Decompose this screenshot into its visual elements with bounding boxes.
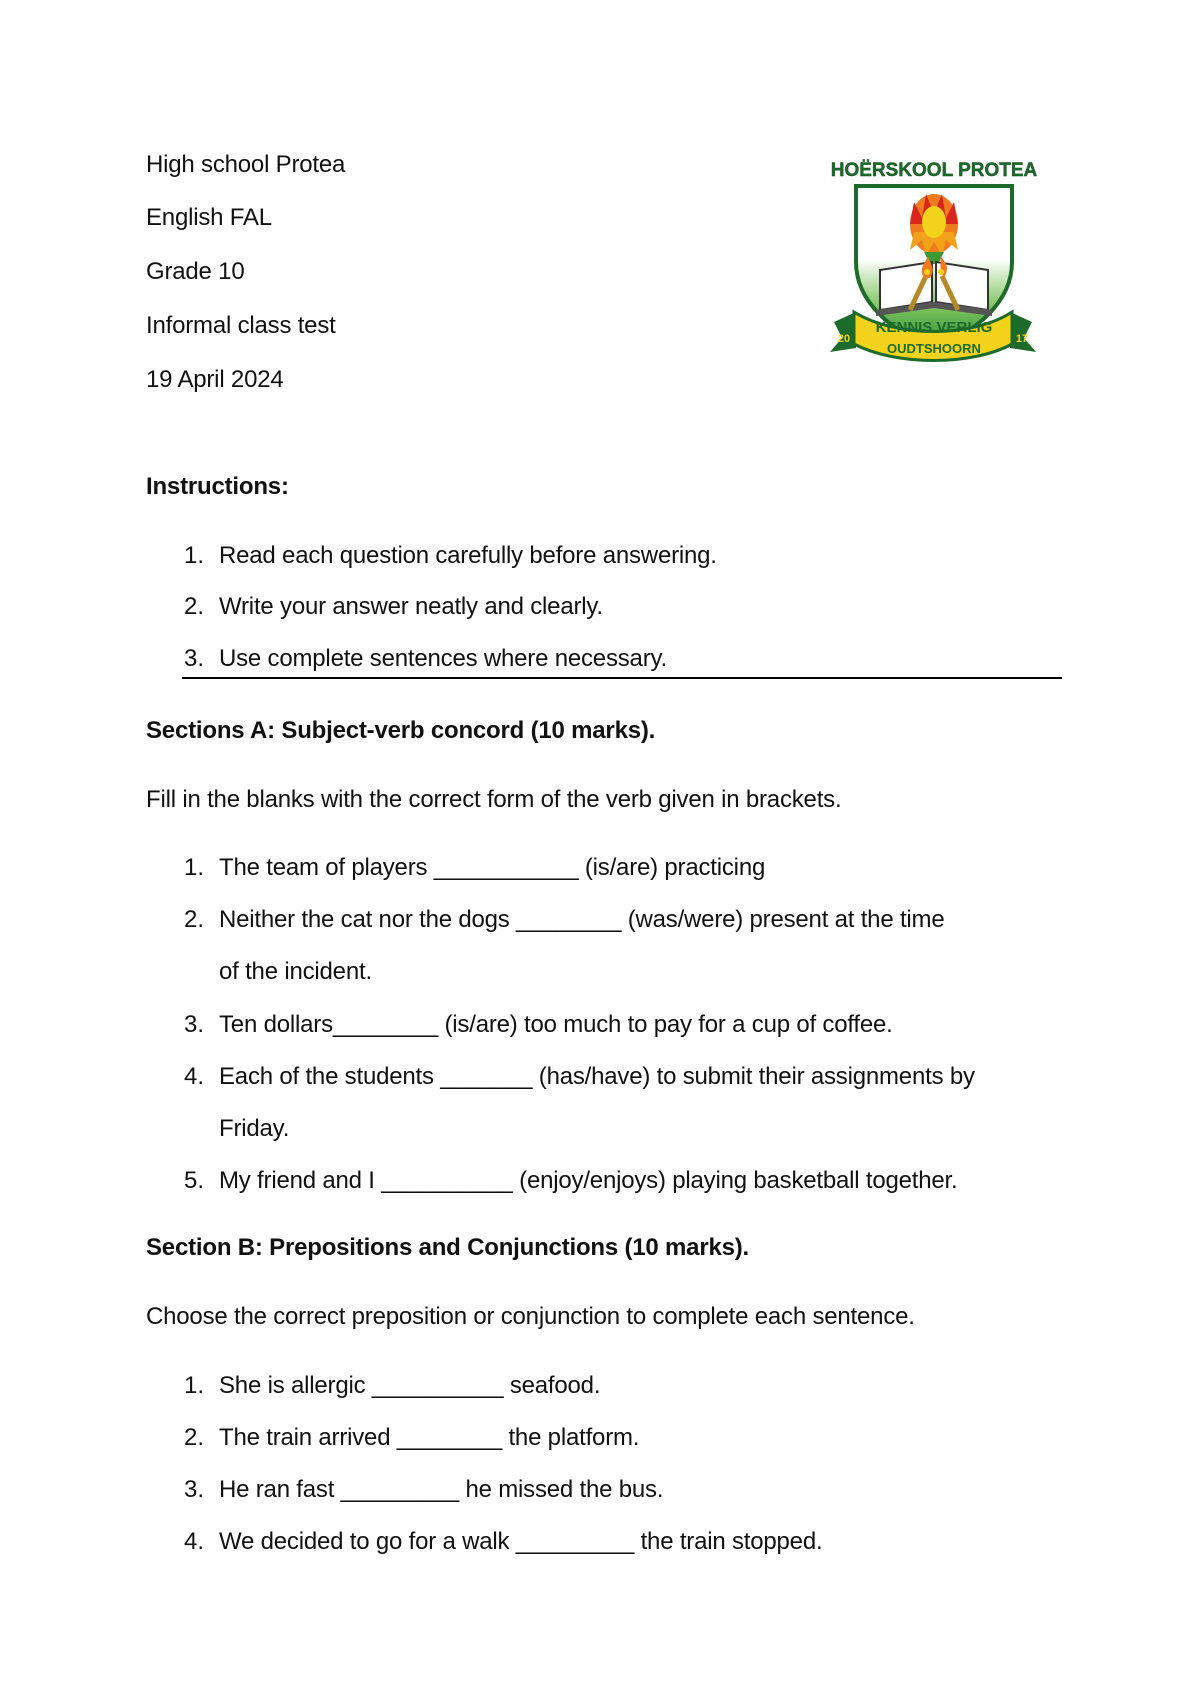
- crest-year-right: 17: [1015, 333, 1029, 345]
- instructions-heading: Instructions:: [146, 473, 289, 500]
- question-line: He ran fast _________ he missed the bus.: [219, 1476, 664, 1503]
- school-crest-icon: [826, 152, 1040, 368]
- question-line: She is allergic __________ seafood.: [219, 1372, 601, 1399]
- question-line: Each of the students _______ (has/have) to submit their assignments by: [219, 1063, 975, 1090]
- question-line: The team of players ___________ (is/are) practicing: [219, 854, 766, 881]
- section-b-prompt: Choose the correct preposition or conjunction to complete each sentence.: [146, 1303, 915, 1330]
- question-number: 1.: [183, 854, 204, 881]
- question-number: 4.: [183, 1528, 204, 1555]
- question-line: Friday.: [219, 1115, 290, 1142]
- crest-year-left: 20: [837, 333, 851, 345]
- question-line: of the incident.: [219, 958, 372, 985]
- test-date: 19 April 2024: [146, 366, 284, 393]
- question-line: My friend and I __________ (enjoy/enjoys) playing basketball together.: [219, 1167, 958, 1194]
- instruction-number: 2.: [183, 593, 204, 620]
- crest-top-text: HOËRSKOOL PROTEA: [830, 160, 1038, 181]
- question-number: 2.: [183, 906, 204, 933]
- question-line: We decided to go for a walk _________ the train stopped.: [219, 1528, 823, 1555]
- question-number: 3.: [183, 1011, 204, 1038]
- question-number: 3.: [183, 1476, 204, 1503]
- section-a-prompt: Fill in the blanks with the correct form of the verb given in brackets.: [146, 786, 842, 813]
- question-number: 5.: [183, 1167, 204, 1194]
- question-line: The train arrived ________ the platform.: [219, 1424, 640, 1451]
- instruction-text: Use complete sentences where necessary.: [219, 645, 667, 672]
- crest-motto: KENNIS VERLIG: [875, 319, 993, 336]
- instruction-number: 1.: [183, 542, 204, 569]
- question-line: Neither the cat nor the dogs ________ (was/were) present at the time: [219, 906, 945, 933]
- test-type: Informal class test: [146, 312, 336, 339]
- instruction-text: Write your answer neatly and clearly.: [219, 593, 603, 620]
- instruction-text: Read each question carefully before answering.: [219, 542, 717, 569]
- crest-town: OUDTSHOORN: [887, 341, 981, 356]
- divider-rule: [182, 677, 1062, 679]
- grade-label: Grade 10: [146, 258, 245, 285]
- instruction-number: 3.: [183, 645, 204, 672]
- question-line: Ten dollars________ (is/are) too much to pay for a cup of coffee.: [219, 1011, 893, 1038]
- question-number: 1.: [183, 1372, 204, 1399]
- subject-name: English FAL: [146, 204, 272, 231]
- school-name: High school Protea: [146, 151, 346, 178]
- section-a-heading: Sections A: Subject-verb concord (10 marks).: [146, 717, 656, 744]
- section-b-heading: Section B: Prepositions and Conjunctions (10 marks).: [146, 1234, 750, 1261]
- question-number: 4.: [183, 1063, 204, 1090]
- question-number: 2.: [183, 1424, 204, 1451]
